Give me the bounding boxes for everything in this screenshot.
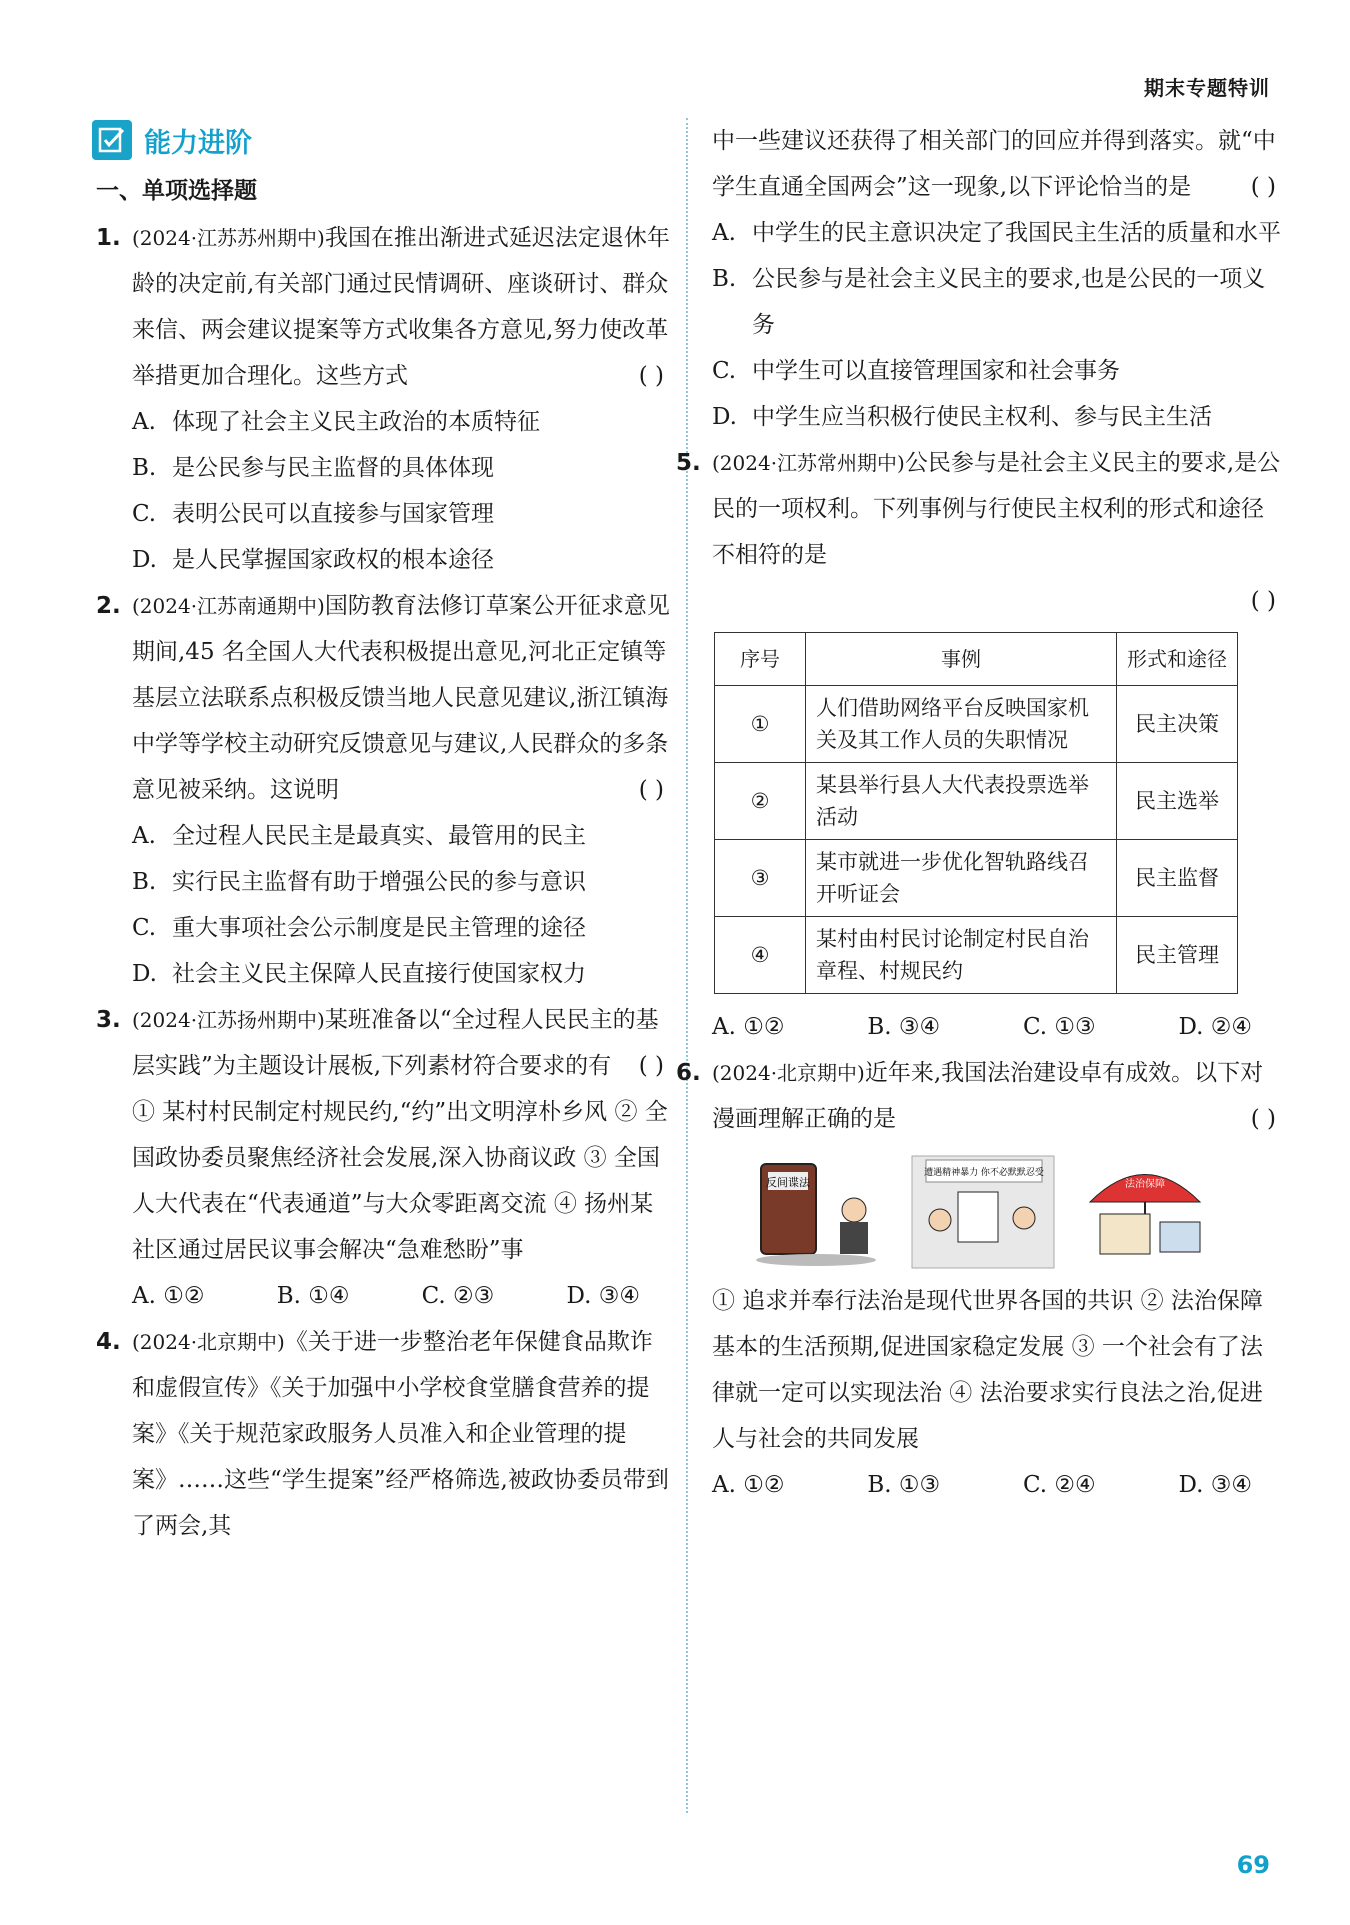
- question-source: (2024·北京期中): [132, 1330, 285, 1354]
- table-header: 事例: [806, 633, 1117, 686]
- choice-c: C. ②③: [421, 1283, 495, 1309]
- question-number: 4.: [96, 1329, 121, 1355]
- question-number: 2.: [96, 593, 121, 619]
- question-source: (2024·江苏常州期中): [712, 451, 905, 475]
- row-case: 人们借助网络平台反映国家机关及其工作人员的失职情况: [806, 686, 1117, 763]
- comic-panel-book: [746, 1152, 896, 1272]
- answer-bracket: ( ): [1250, 588, 1276, 614]
- statement-items: ① 追求并奉行法治是现代世界各国的共识 ② 法治保障基本的生活预期,促进国家稳定发展 ③ 一个社会有了法律就一定可以实现法治 ④ 法治要求实行良法之治,促进人与社会的共同发展: [712, 1288, 1263, 1452]
- answer-bracket: ( ): [638, 777, 664, 803]
- choice-c: C. ①③: [1023, 1014, 1096, 1040]
- choice-a: A. ①②: [712, 1472, 785, 1498]
- comic-label: 反间谍法: [766, 1176, 810, 1189]
- question-stem: 近年来,我国法治建设卓有成效。以下对漫画理解正确的是: [712, 1060, 1264, 1132]
- answer-choices: [712, 1004, 1282, 1050]
- option-d: D. 中学生应当积极行使民主权利、参与民主生活: [712, 404, 1212, 430]
- checklist-icon: [92, 120, 132, 160]
- row-seq: ②: [715, 763, 806, 840]
- table-row: [715, 686, 1238, 763]
- comic-label: 法治保障: [1125, 1179, 1165, 1190]
- row-seq: ④: [715, 917, 806, 994]
- option-d: D. 社会主义民主保障人民直接行使国家权力: [132, 961, 586, 987]
- row-case: 某市就进一步优化智轨路线召开听证会: [806, 840, 1117, 917]
- choice-b: B. ③④: [867, 1014, 941, 1040]
- question-source: (2024·江苏扬州期中): [132, 1008, 325, 1032]
- comic-label: 遭遇精神暴力 你不必默默忍受: [924, 1168, 1044, 1178]
- question-4: [92, 1319, 670, 1549]
- table-header: 序号: [715, 633, 806, 686]
- question-stem: 公民参与是社会主义民主的要求,是公民的一项权利。下列事例与行使民主权利的形式和途径不相符的是: [712, 450, 1281, 568]
- question-5: [672, 440, 1282, 1050]
- page-number: 69: [1236, 1851, 1270, 1879]
- choice-c: C. ②④: [1023, 1472, 1096, 1498]
- option-a: A. 全过程人民民主是最真实、最管用的民主: [132, 823, 586, 849]
- option-b: B. 实行民主监督有助于增强公民的参与意识: [132, 869, 586, 895]
- question-2: [92, 583, 670, 997]
- question-source: (2024·江苏南通期中): [132, 594, 325, 618]
- question-stem: 国防教育法修订草案公开征求意见期间,45 名全国人大代表积极提出意见,河北正定镇等基层立法联系点积极反馈当地人民意见建议,浙江镇海中学等学校主动研究反馈意见与建议,人民群众的多条意见被采纳。这说明: [132, 593, 670, 803]
- choice-a: A. ①②: [712, 1014, 785, 1040]
- question-stem: 中一些建议还获得了相关部门的回应并得到落实。就“中学生直通全国两会”这一现象,以下评论恰当的是: [712, 128, 1276, 200]
- question-stem: 某班准备以“全过程人民民主的基层实践”为主题设计展板,下列素材符合要求的有: [132, 1007, 659, 1079]
- row-seq: ①: [715, 686, 806, 763]
- answer-bracket: ( ): [638, 1053, 664, 1079]
- right-column: [676, 118, 1282, 1508]
- row-form: 民主管理: [1117, 917, 1238, 994]
- page-header-title: 期末专题特训: [1144, 76, 1270, 100]
- left-column: [92, 118, 670, 1549]
- row-form: 民主选举: [1117, 763, 1238, 840]
- question-6: [672, 1050, 1282, 1508]
- option-c: C. 中学生可以直接管理国家和社会事务: [712, 358, 1120, 384]
- question-4-continued: [712, 118, 1282, 440]
- row-case: 某县举行县人大代表投票选举活动: [806, 763, 1117, 840]
- statement-items: ① 某村村民制定村规民约,“约”出文明淳朴乡风 ② 全国政协委员聚焦经济社会发展,深入协商议政 ③ 全国人大代表在“代表通道”与大众零距离交流 ④ 扬州某社区通过居民议事会解决“急难愁盼”事: [132, 1099, 668, 1263]
- answer-choices: [712, 1462, 1282, 1508]
- option-c: C. 表明公民可以直接参与国家管理: [132, 501, 494, 527]
- example-table: [714, 632, 1238, 994]
- option-b: B. 公民参与是社会主义民主的要求,也是公民的一项义务: [712, 266, 1266, 338]
- question-type-heading: 一、单项选择题: [96, 178, 257, 204]
- question-number: 3.: [96, 1007, 121, 1033]
- table-header-row: [715, 633, 1238, 686]
- choice-d: D. ③④: [1178, 1472, 1252, 1498]
- question-stem: 我国在推出渐进式延迟法定退休年龄的决定前,有关部门通过民情调研、座谈研讨、群众来信、两会建议提案等方式收集各方意见,努力使改革举措更加合理化。这些方式: [132, 225, 670, 389]
- option-d: D. 是人民掌握国家政权的根本途径: [132, 547, 494, 573]
- table-header: 形式和途径: [1117, 633, 1238, 686]
- choice-d: D. ②④: [1178, 1014, 1252, 1040]
- section-title: 能力进阶: [144, 127, 252, 159]
- question-source: (2024·北京期中): [712, 1061, 865, 1085]
- table-row: [715, 917, 1238, 994]
- answer-bracket: ( ): [638, 363, 664, 389]
- comic-strip: [746, 1152, 1282, 1272]
- option-a: A. 体现了社会主义民主政治的本质特征: [132, 409, 540, 435]
- option-b: B. 是公民参与民主监督的具体体现: [132, 455, 494, 481]
- choice-a: A. ①②: [132, 1283, 205, 1309]
- choice-d: D. ③④: [566, 1283, 640, 1309]
- comic-panel-umbrella: [1070, 1152, 1220, 1272]
- question-3: [92, 997, 670, 1319]
- question-source: (2024·江苏苏州期中): [132, 226, 325, 250]
- table-row: [715, 840, 1238, 917]
- option-c: C. 重大事项社会公示制度是民主管理的途径: [132, 915, 586, 941]
- answer-choices: [132, 1273, 670, 1319]
- answer-bracket: ( ): [1250, 1106, 1276, 1132]
- row-form: 民主监督: [1117, 840, 1238, 917]
- question-stem: 《关于进一步整治老年保健食品欺诈和虚假宣传》《关于加强中小学校食堂膳食营养的提案》《关于规范家政服务人员准入和企业管理的提案》……这些“学生提案”经严格筛选,被政协委员带到了两会,其: [132, 1329, 669, 1539]
- question-number: 6.: [676, 1060, 701, 1086]
- row-form: 民主决策: [1117, 686, 1238, 763]
- answer-bracket: ( ): [1250, 174, 1276, 200]
- section-header: [92, 120, 670, 160]
- option-a: A. 中学生的民主意识决定了我国民主生活的质量和水平: [712, 220, 1281, 246]
- question-number: 1.: [96, 225, 121, 251]
- question-number: 5.: [676, 450, 701, 476]
- choice-b: B. ①③: [867, 1472, 941, 1498]
- table-row: [715, 763, 1238, 840]
- row-seq: ③: [715, 840, 806, 917]
- comic-panel-shield: [908, 1152, 1058, 1272]
- question-1: [92, 215, 670, 583]
- choice-b: B. ①④: [276, 1283, 350, 1309]
- row-case: 某村由村民讨论制定村民自治章程、村规民约: [806, 917, 1117, 994]
